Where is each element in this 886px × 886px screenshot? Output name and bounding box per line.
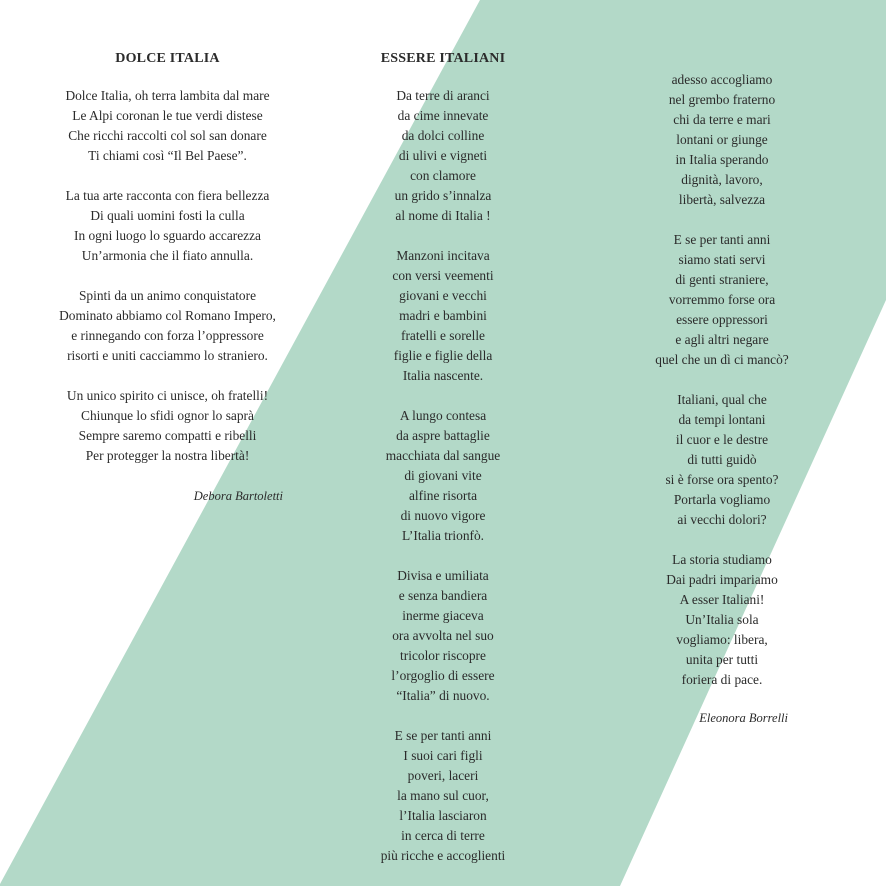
verse-line: E se per tanti anni xyxy=(673,232,771,247)
verse-line: siamo stati servi xyxy=(678,252,766,267)
verse-line: adesso accogliamo xyxy=(671,72,773,87)
poem-dolce-italia xyxy=(30,50,305,506)
verse-line: I suoi cari figli xyxy=(403,748,483,763)
stanza xyxy=(622,390,822,530)
poem-title: ESSERE ITALIANI xyxy=(380,51,506,66)
verse-line: La tua arte racconta con fiera bellezza xyxy=(65,188,270,203)
verse-line: l’Italia lasciaron xyxy=(399,808,487,823)
verse-line: tricolor riscopre xyxy=(400,648,486,663)
verse-line: da aspre battaglie xyxy=(396,428,490,443)
verse-line: fratelli e sorelle xyxy=(400,328,486,343)
verse-line: con clamore xyxy=(410,168,476,183)
poem-author: Eleonora Borrelli xyxy=(699,711,788,725)
verse-line: Che ricchi raccolti col sol san donare xyxy=(68,128,267,143)
verse-line: libertà, salvezza xyxy=(678,192,766,207)
verse-line: figlie e figlie della xyxy=(393,348,493,363)
verse-line: unita per tutti xyxy=(685,652,759,667)
stanza xyxy=(348,86,538,226)
verse-line: e senza bandiera xyxy=(398,588,488,603)
verse-line: essere oppressori xyxy=(676,312,768,327)
poem-essere-italiani-continued xyxy=(622,70,822,728)
verse-line: Per protegger la nostra libertà! xyxy=(85,448,250,463)
verse-line: vogliamo: libera, xyxy=(676,632,768,647)
verse-line: Chiunque lo sfidi ognor lo saprà xyxy=(81,408,254,423)
verse-line: l’orgoglio di essere xyxy=(391,668,495,683)
verse-line: giovani e vecchi xyxy=(399,288,487,303)
verse-line: Divisa e umiliata xyxy=(397,568,489,583)
poem-author: Debora Bartoletti xyxy=(193,489,283,503)
verse-line: in Italia sperando xyxy=(675,152,769,167)
verse-line: nel grembo fraterno xyxy=(668,92,776,107)
verse-line: “Italia” di nuovo. xyxy=(396,688,490,703)
verse-line: ai vecchi dolori? xyxy=(677,512,767,527)
verse-line: con versi veementi xyxy=(392,268,494,283)
stanza xyxy=(348,406,538,546)
verse-line: si è forse ora spento? xyxy=(665,472,779,487)
verse-line: da dolci colline xyxy=(401,128,485,143)
verse-line: da cime innevate xyxy=(397,108,489,123)
poem-body xyxy=(348,86,538,866)
verse-line: da tempi lontani xyxy=(678,412,766,427)
verse-line: più ricche e accoglienti xyxy=(380,848,506,863)
stanza xyxy=(30,286,305,366)
verse-line: Dai padri impariamo xyxy=(666,572,778,587)
verse-line: in cerca di terre xyxy=(401,828,485,843)
verse-line: Di quali uomini fosti la culla xyxy=(90,208,245,223)
verse-line: alfine risorta xyxy=(408,488,478,503)
verse-line: poveri, laceri xyxy=(407,768,479,783)
verse-line: Sempre saremo compatti e ribelli xyxy=(78,428,257,443)
verse-line: vorremmo forse ora xyxy=(668,292,776,307)
poem-title: DOLCE ITALIA xyxy=(115,51,220,66)
stanza xyxy=(348,246,538,386)
verse-line: di ulivi e vigneti xyxy=(398,148,488,163)
verse-line: Portarla vogliamo xyxy=(673,492,771,507)
verse-line: A esser Italiani! xyxy=(679,592,765,607)
verse-line: e agli altri negare xyxy=(675,332,769,347)
verse-line: Italiani, qual che xyxy=(677,392,767,407)
verse-line: Un unico spirito ci unisce, oh fratelli! xyxy=(66,388,269,403)
verse-line: di genti straniere, xyxy=(675,272,769,287)
verse-line: lontani or giunge xyxy=(676,132,768,147)
stanza xyxy=(30,386,305,466)
verse-line: e rinnegando con forza l’oppressore xyxy=(71,328,264,343)
verse-line: il cuor e le destre xyxy=(675,432,769,447)
poem-essere-italiani xyxy=(348,50,538,866)
verse-line: Da terre di aranci xyxy=(396,88,490,103)
verse-line: E se per tanti anni xyxy=(394,728,492,743)
stanza xyxy=(622,70,822,210)
verse-line: quel che un dì ci mancò? xyxy=(655,352,789,367)
verse-line: Italia nascente. xyxy=(402,368,484,383)
verse-line: di giovani vite xyxy=(404,468,482,483)
verse-line: chi da terre e mari xyxy=(673,112,771,127)
verse-line: di tutti guidò xyxy=(687,452,757,467)
verse-line: Spinti da un animo conquistatore xyxy=(78,288,257,303)
verse-line: di nuovo vigore xyxy=(400,508,486,523)
stanza xyxy=(622,550,822,690)
verse-line: dignità, lavoro, xyxy=(681,172,763,187)
verse-line: al nome di Italia ! xyxy=(395,208,491,223)
verse-line: la mano sul cuor, xyxy=(397,788,489,803)
verse-line: macchiata dal sangue xyxy=(385,448,501,463)
verse-line: ora avvolta nel suo xyxy=(392,628,494,643)
verse-line: Le Alpi coronan le tue verdi distese xyxy=(72,108,263,123)
verse-line: Manzoni incitava xyxy=(396,248,490,263)
verse-line: La storia studiamo xyxy=(672,552,772,567)
verse-line: Dominato abbiamo col Romano Impero, xyxy=(59,308,276,323)
verse-line: Ti chiami così “Il Bel Paese”. xyxy=(88,148,247,163)
verse-line: foriera di pace. xyxy=(681,672,763,687)
verse-line: risorti e uniti cacciammo lo straniero. xyxy=(67,348,268,363)
verse-line: In ogni luogo lo sguardo accarezza xyxy=(73,228,262,243)
verse-line: A lungo contesa xyxy=(399,408,487,423)
poem-body xyxy=(622,70,822,690)
stanza xyxy=(30,186,305,266)
poem-body xyxy=(30,86,305,466)
verse-line: L’Italia trionfò. xyxy=(401,528,485,543)
verse-line: Dolce Italia, oh terra lambita dal mare xyxy=(65,88,270,103)
verse-line: Un’Italia sola xyxy=(685,612,759,627)
stanza xyxy=(622,230,822,370)
verse-line: inerme giaceva xyxy=(402,608,484,623)
verse-line: un grido s’innalza xyxy=(394,188,492,203)
verse-line: madri e bambini xyxy=(399,308,487,323)
stanza xyxy=(30,86,305,166)
stanza xyxy=(348,726,538,866)
verse-line: Un’armonia che il fiato annulla. xyxy=(81,248,254,263)
stanza xyxy=(348,566,538,706)
